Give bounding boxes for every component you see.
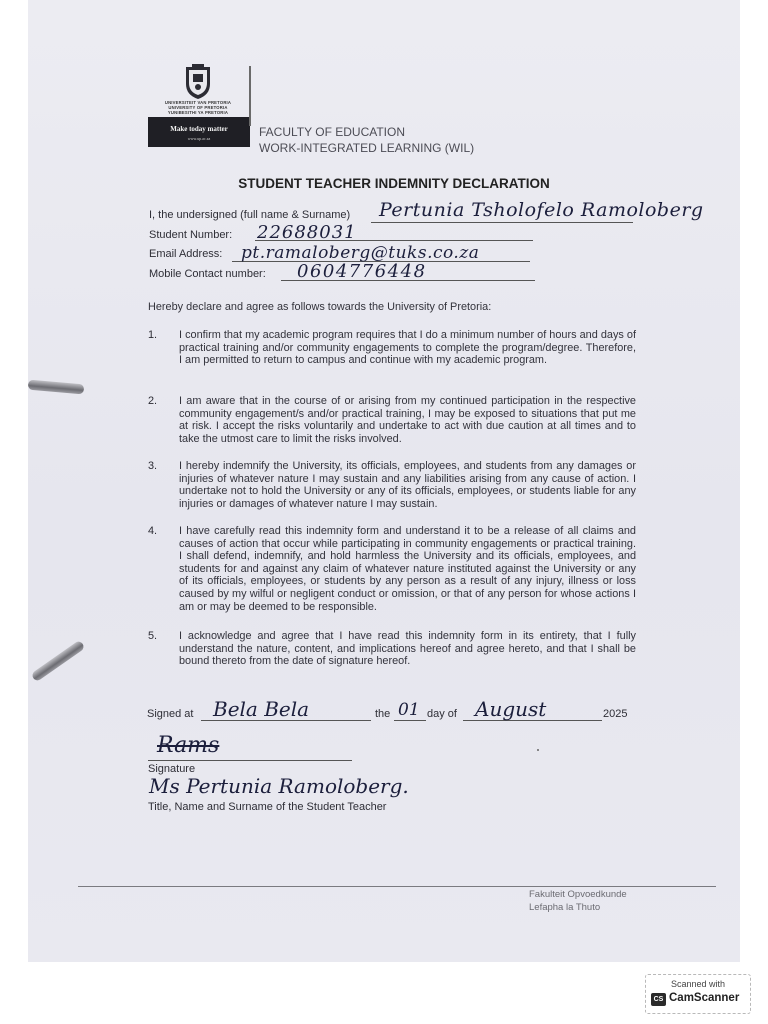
university-crest-icon [181, 64, 215, 100]
intro-statement: Hereby declare and agree as follows towards the University of Pretoria: [148, 301, 492, 313]
motto-banner [148, 117, 250, 147]
month-handwritten: August [475, 697, 547, 721]
footer-faculty [529, 888, 627, 914]
title-name-label: Title, Name and Surname of the Student Teacher [148, 801, 387, 813]
day-handwritten: 01 [398, 700, 420, 720]
item-number: 3. [148, 460, 158, 472]
mobile-handwritten: 0604776448 [297, 261, 427, 282]
university-name-sepedi: YUNIBESITHI YA PRETORIA [167, 110, 229, 115]
title-name-handwritten: Ms Pertunia Ramoloberg. [149, 774, 409, 798]
email-handwritten: pt.ramaloberg@tuks.co.za [241, 243, 480, 263]
camscanner-logo-icon: CS [651, 993, 666, 1006]
ink-speck [537, 749, 539, 751]
signed-at-handwritten: Bela Bela [213, 697, 310, 721]
footer-afrikaans: Fakulteit Opvoedkunde [529, 889, 627, 900]
item-number: 5. [148, 630, 158, 642]
program-name: WORK-INTEGRATED LEARNING (WIL) [259, 141, 475, 155]
student-number-handwritten: 22688031 [257, 222, 357, 243]
item-text: I acknowledge and agree that I have read this indemnity form in its entirety, that I fully understand the nature, content, and implications hereof and agree hereto, and that I shall be bound thereto from the date of signature hereof. [179, 630, 636, 668]
item-number: 2. [148, 395, 158, 407]
signature-label: Signature [148, 763, 196, 775]
mobile-label: Mobile Contact number: [149, 268, 266, 280]
the-label: the [375, 708, 391, 720]
camscanner-watermark [645, 974, 751, 1014]
year-label: 2025 [603, 708, 628, 720]
camscanner-brand: CamScanner [669, 992, 740, 1004]
name-underline [371, 222, 633, 223]
email-label: Email Address: [149, 248, 223, 260]
university-name [158, 100, 238, 115]
faculty-name: FACULTY OF EDUCATION [259, 125, 406, 139]
item-text: I have carefully read this indemnity form and understand it to be a release of all claims and causes of action that occur while participating in community engagements or practical training. I shall defend, indemnify, and hold harmless the University and its officials, employees, and students for and against any claim of whatever nature instituted against the University or any of its officials, employees, or students by any person as a result of any injury, illness or loss caused by my wilful or negligent conduct or omission, or that of any person for whose actions I am or may be deemed to be responsible. [179, 525, 636, 613]
day-of-label: day of [427, 708, 457, 720]
scanned-with-text: Scanned with [670, 979, 726, 989]
document-title: STUDENT TEACHER INDEMNITY DECLARATION [238, 176, 550, 191]
item-text: I am aware that in the course of or arising from my continued participation in the respective community engagement/s and/or practical training, I may be exposed to situations that put me at risk. I accept the risks voluntarily and undertake to act with due caution at all times and to take the utmost care to limit the risks involved. [179, 395, 636, 445]
faculty-heading [259, 124, 474, 156]
website-text: www.up.ac.za [187, 136, 211, 141]
item-number: 1. [148, 329, 158, 341]
header-divider [249, 66, 251, 126]
footer-sepedi: Lefapha la Thuto [529, 902, 601, 913]
name-label: I, the undersigned (full name & Surname) [149, 209, 351, 221]
item-text: I hereby indemnify the University, its officials, employees, and students from any damages or injuries of whatever nature I may sustain and any liabilities arising from any cause of action. I undertake not to hold the University or any of its officials, employees, or students liable for any injuries or damages of whatever nature I may sustain. [179, 460, 636, 510]
student-number-label: Student Number: [149, 229, 233, 241]
university-name-afrikaans: UNIVERSITEIT VAN PRETORIA [164, 100, 232, 105]
item-text: I confirm that my academic program requires that I do a minimum number of hours and days of practical training and/or community engagements to complete the program/degree. Therefore, I am permitted to return to campus and continue with my academic program. [179, 329, 636, 367]
signature-handwritten: Rams [157, 733, 220, 758]
item-number: 4. [148, 525, 158, 537]
footer-divider [78, 886, 716, 887]
signed-at-label: Signed at [147, 708, 194, 720]
name-handwritten: Pertunia Tsholofelo Ramoloberg [379, 199, 704, 221]
university-name-english: UNIVERSITY OF PRETORIA [168, 105, 228, 110]
day-underline [394, 720, 426, 721]
signature-underline [148, 760, 352, 761]
motto-text: Make today matter [170, 125, 228, 133]
